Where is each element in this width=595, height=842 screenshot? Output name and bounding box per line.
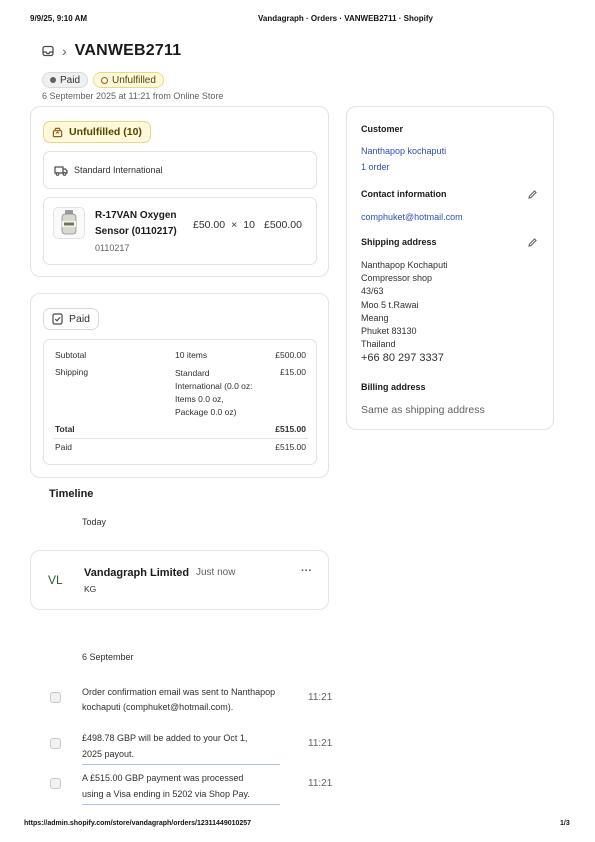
- address-line: Moo 5 t.Rawai: [361, 299, 419, 310]
- address-line: Compressor shop: [361, 273, 433, 284]
- shipping-value: £15.00: [280, 367, 306, 377]
- payment-status-badge: [42, 72, 88, 88]
- paid-header: [43, 308, 99, 330]
- unit-price: £50.00: [193, 219, 226, 231]
- payment-summary: [43, 339, 317, 465]
- receipt-check-icon: [52, 313, 63, 325]
- truck-icon: [54, 165, 68, 176]
- billing-heading: Billing address: [361, 382, 426, 392]
- product-sku: 0110217: [95, 243, 130, 253]
- shipping-desc-line: International (0.0 oz:: [175, 381, 253, 391]
- shipping-method: Standard International: [74, 165, 163, 175]
- payment-status-label: Paid: [60, 74, 81, 86]
- billing-address: Same as shipping address: [361, 404, 485, 416]
- address-line: Meang: [361, 312, 389, 323]
- fulfillment-status-badge: [93, 72, 164, 88]
- event-checkbox[interactable]: [50, 778, 61, 789]
- unfulfilled-count: Unfulfilled (10): [69, 126, 142, 138]
- event-text: kochaputi (comphuket@hotmail.com).: [82, 702, 234, 712]
- total-value: £515.00: [275, 424, 306, 434]
- event-time: 11:21: [308, 738, 333, 749]
- timeline-event: [82, 685, 275, 715]
- comment-time: Just now: [196, 567, 236, 578]
- contact-heading: Contact information: [361, 189, 447, 199]
- timeline-date-label: 6 September: [82, 652, 134, 662]
- event-text[interactable]: 2025 payout.: [82, 746, 280, 765]
- product-name-line2[interactable]: Sensor (0110217): [95, 226, 177, 237]
- times-symbol: ×: [231, 219, 238, 231]
- event-text: Order confirmation email was sent to Nanthapop: [82, 687, 276, 697]
- customer-card: [346, 106, 554, 430]
- paid-header-label: Paid: [69, 313, 91, 325]
- print-title: Vandagraph · Orders · VANWEB2711 · Shopify: [258, 14, 433, 23]
- unfulfilled-header: [43, 121, 151, 143]
- line-total: £500.00: [264, 219, 302, 231]
- customer-heading: Customer: [361, 124, 404, 134]
- orders-inbox-icon[interactable]: [42, 45, 54, 57]
- event-checkbox[interactable]: [50, 738, 61, 749]
- timeline-today: Today: [82, 517, 107, 527]
- edit-shipping-icon[interactable]: [527, 237, 538, 248]
- event-text[interactable]: using a Visa ending in 5202 via Shop Pay.: [82, 786, 280, 805]
- print-url: https://admin.shopify.com/store/vandagraph/orders/12311449010257: [24, 820, 252, 827]
- event-time: 11:21: [308, 778, 333, 789]
- event-text: A £515.00 GBP payment was processed: [82, 773, 244, 783]
- line-item: [43, 197, 317, 265]
- product-name-line1[interactable]: R-17VAN Oxygen: [95, 210, 177, 221]
- subtotal-label: Subtotal: [55, 350, 87, 360]
- status-ring-icon: [101, 77, 108, 84]
- shipping-address: [361, 259, 448, 351]
- shipping-desc-line: Standard: [175, 368, 210, 378]
- fulfillment-card: [30, 106, 329, 277]
- event-checkbox[interactable]: [50, 692, 61, 703]
- order-title-bar: [42, 42, 181, 60]
- total-label: Total: [55, 424, 75, 434]
- payment-card: [30, 293, 329, 478]
- timeline-event: [82, 770, 280, 805]
- shipping-label: Shipping: [55, 367, 89, 377]
- subtotal-desc: 10 items: [175, 350, 208, 360]
- customer-orders-link[interactable]: 1 order: [361, 162, 390, 172]
- chevron-right-icon: ›: [62, 43, 67, 59]
- comment-more-icon[interactable]: ···: [301, 565, 312, 577]
- address-line: Thailand: [361, 339, 396, 350]
- timeline-event: [82, 730, 280, 765]
- event-time: 11:21: [308, 692, 333, 703]
- shipping-desc: [175, 367, 253, 419]
- subtotal-value: £500.00: [275, 350, 306, 360]
- paid-label: Paid: [55, 442, 73, 452]
- address-line: 43/63: [361, 286, 384, 297]
- address-line: Phuket 83130: [361, 326, 417, 337]
- order-placed-info: 6 September 2025 at 11:21 from Online Store: [42, 91, 224, 101]
- shipping-desc-line: Package 0.0 oz): [175, 407, 237, 417]
- edit-contact-icon[interactable]: [527, 189, 538, 200]
- fulfillment-status-label: Unfulfilled: [112, 74, 156, 86]
- comment-author: Vandagraph Limited: [84, 567, 190, 579]
- customer-phone[interactable]: +66 80 297 3337: [361, 352, 444, 364]
- shipping-address-heading: Shipping address: [361, 237, 437, 247]
- customer-name-link[interactable]: Nanthapop kochaputi: [361, 146, 447, 156]
- shipping-desc-line: Items 0.0 oz,: [175, 394, 224, 404]
- unfulfilled-box-icon: [52, 127, 63, 138]
- order-number: VANWEB2711: [74, 42, 182, 59]
- shipping-method-box: [43, 151, 317, 189]
- author-avatar: VL: [48, 573, 63, 587]
- print-datetime: 9/9/25, 9:10 AM: [30, 14, 88, 23]
- event-text: £498.78 GBP will be added to your Oct 1,: [82, 733, 248, 743]
- print-page-number: 1/3: [560, 820, 570, 827]
- status-dot-icon: [50, 77, 56, 83]
- paid-value: £515.00: [275, 442, 306, 452]
- customer-email-link[interactable]: comphuket@hotmail.com: [361, 212, 463, 222]
- timeline-comment: [30, 550, 329, 610]
- item-quantity: 10: [243, 219, 255, 231]
- oxygen-sensor-icon: [54, 208, 84, 238]
- timeline-title: Timeline: [49, 488, 94, 500]
- product-thumbnail[interactable]: [53, 207, 85, 239]
- divider: [54, 438, 308, 439]
- comment-text: KG: [84, 584, 97, 594]
- address-line: Nanthapop Kochaputi: [361, 260, 448, 270]
